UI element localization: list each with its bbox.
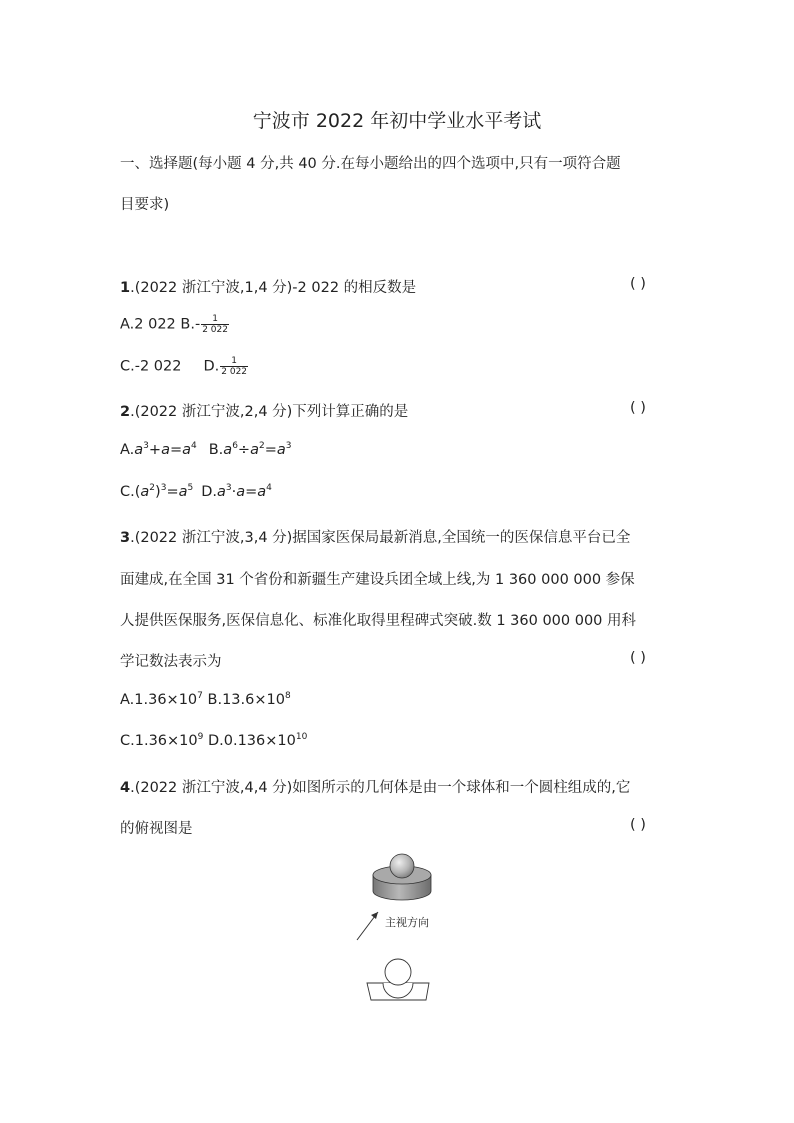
page-title: 宁波市 2022 年初中学业水平考试	[252, 110, 542, 132]
question-number: 3	[120, 530, 131, 546]
question-1-options-ab	[120, 314, 229, 335]
answer-blank: ( )	[630, 817, 646, 833]
question-4-stem-line2: 的俯视图是	[120, 821, 193, 837]
fraction	[220, 356, 248, 377]
option-d-prefix: D.	[203, 358, 220, 375]
option-c: C.-2 022	[120, 358, 182, 375]
question-3-stem-line2: 面建成,在全国 31 个省份和新疆生产建设兵团全域上线,为 1 360 000 000 参保	[120, 572, 635, 588]
question-3-options-cd: $C.1.36\times 10^9$ $D.0.136\times 10^{10}$	[120, 732, 308, 749]
fraction	[201, 314, 229, 335]
fraction-denominator: 2 022	[221, 367, 248, 377]
question-2-options-ab: $A.a^3+a=a^4$ $B.a^6\div a^2=a^3$	[120, 441, 292, 458]
question-1-stem	[120, 276, 416, 297]
fraction-denominator: 2 022	[202, 325, 228, 335]
question-4-stem	[120, 776, 630, 797]
question-number: 4	[120, 780, 131, 796]
question-2-stem	[120, 400, 408, 421]
option-a: A.2 022	[120, 316, 176, 333]
answer-blank: ( )	[630, 400, 646, 416]
question-3-stem-line3: 人提供医保服务,医保信息化、标准化取得里程碑式突破.数 1 360 000 000 用科	[120, 613, 637, 629]
answer-blank: ( )	[630, 276, 646, 292]
top-view-shape	[367, 959, 429, 1000]
question-3-options-ab: $A.1.36\times 10^7$ $B.13.6\times 10^8$	[120, 691, 291, 708]
geometry-figure	[340, 845, 460, 1010]
option-b-prefix: B.-	[180, 316, 201, 333]
question-2-options-cd: $C.(a^2)^3=a^5$ $D.a^3\cdot a=a^4$	[120, 483, 272, 500]
answer-blank: ( )	[630, 650, 646, 666]
question-text: .(2022 浙江宁波,4,4 分)如图所示的几何体是由一个球体和一个圆柱组成的,它	[130, 780, 631, 796]
view-direction-arrow-icon	[357, 912, 378, 940]
figure-label: 主视方向	[385, 916, 429, 929]
section-header-cont: 目要求)	[120, 197, 170, 213]
question-number: 1	[120, 280, 131, 296]
question-1-options-cd	[120, 356, 248, 377]
fraction-numerator: 1	[201, 314, 229, 325]
question-text: .(2022 浙江宁波,2,4 分)下列计算正确的是	[130, 404, 409, 420]
question-text: .(2022 浙江宁波,1,4 分)-2 022 的相反数是	[130, 280, 417, 296]
question-3-stem-line4: 学记数法表示为	[120, 654, 222, 670]
section-header: 一、选择题(每小题 4 分,共 40 分.在每小题给出的四个选项中,只有一项符合题	[120, 156, 621, 172]
question-number: 2	[120, 404, 131, 420]
question-text: .(2022 浙江宁波,3,4 分)据国家医保局最新消息,全国统一的医保信息平台已全	[130, 530, 631, 546]
fraction-numerator: 1	[220, 356, 248, 367]
sphere-shape	[390, 854, 414, 878]
question-3-stem	[120, 526, 630, 547]
